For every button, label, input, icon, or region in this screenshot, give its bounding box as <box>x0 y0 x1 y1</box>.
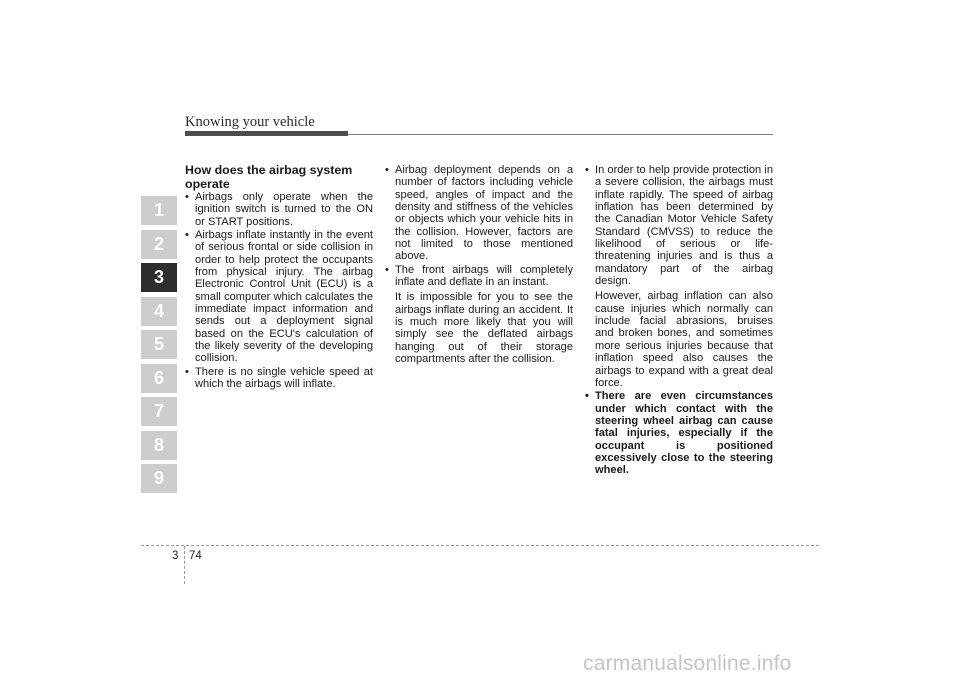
footer-divider <box>184 546 185 584</box>
footer-page-number: 74 <box>189 550 202 562</box>
bullet-item: • In order to help provide protection in a severe collision, the airbags must inflate rapidly. The speed of airbag inflation has been determined by the Canadian Motor Vehicle Safety Standard (CMVSS) to reduce the likelihood of serious or life-threatening injuries and is thus a mandatory part of the airbag design. <box>585 164 773 287</box>
watermark-text: carmanualsonline.info <box>583 652 792 675</box>
bullet-item: • There is no single vehicle speed at which the airbags will inflate. <box>185 366 373 391</box>
bullet-paragraph: However, airbag inflation can also cause injuries which normally can include facial abrasions, bruises and broken bones, and sometimes more serious injuries because that inflation speed also causes the airbags to expand with a great deal force. <box>595 290 773 389</box>
bullet-item: • Airbags inflate instantly in the event of serious frontal or side collision in order to help protect the occupants from physical injury. The airbag Electronic Control Unit (ECU) is a small computer which calculates the immediate impact information and sends out a deployment signal based on the ECU's calculation of the likely severity of the developing collision. <box>185 229 373 365</box>
bullet-item: • The front airbags will completely inflate and deflate in an instant. <box>385 264 573 289</box>
warning-bullet-item: • There are even circumstances under which contact with the steering wheel airbag can cause fatal injuries, especially if the occupant is positioned excessively close to the steering wheel. <box>585 390 773 476</box>
chapter-tabs <box>141 196 177 498</box>
chapter-tab-4[interactable]: 4 <box>141 297 177 326</box>
chapter-tab-8[interactable]: 8 <box>141 431 177 460</box>
chapter-tab-9[interactable]: 9 <box>141 464 177 493</box>
chapter-tab-3[interactable]: 3 <box>141 263 177 292</box>
text-column-2 <box>385 164 573 367</box>
text-column-1 <box>185 164 373 392</box>
header-rule <box>348 134 773 135</box>
page-header-title: Knowing your vehicle <box>185 114 315 130</box>
bullet-item: • Airbag deployment depends on a number of factors including vehicle speed, angles of impact and the density and stiffness of the vehicles or objects which your vehicle hits in the collision. However, factors are not limited to those mentioned above. <box>385 164 573 263</box>
bullet-item: • Airbags only operate when the ignition switch is turned to the ON or START positions. <box>185 191 373 228</box>
chapter-tab-1[interactable]: 1 <box>141 196 177 225</box>
chapter-tab-6[interactable]: 6 <box>141 364 177 393</box>
bullet-paragraph: It is impossible for you to see the airbags inflate during an accident. It is much more likely that you will simply see the deflated airbags hanging out of their storage compartments after the collision. <box>395 291 573 366</box>
section-heading: How does the airbag system operate <box>185 163 353 191</box>
chapter-tab-5[interactable]: 5 <box>141 330 177 359</box>
chapter-tab-2[interactable]: 2 <box>141 230 177 259</box>
footer-chapter-number: 3 <box>172 550 179 562</box>
footer-rule <box>141 545 819 546</box>
header-accent-bar <box>185 131 348 136</box>
text-column-3 <box>585 164 773 478</box>
chapter-tab-7[interactable]: 7 <box>141 397 177 426</box>
